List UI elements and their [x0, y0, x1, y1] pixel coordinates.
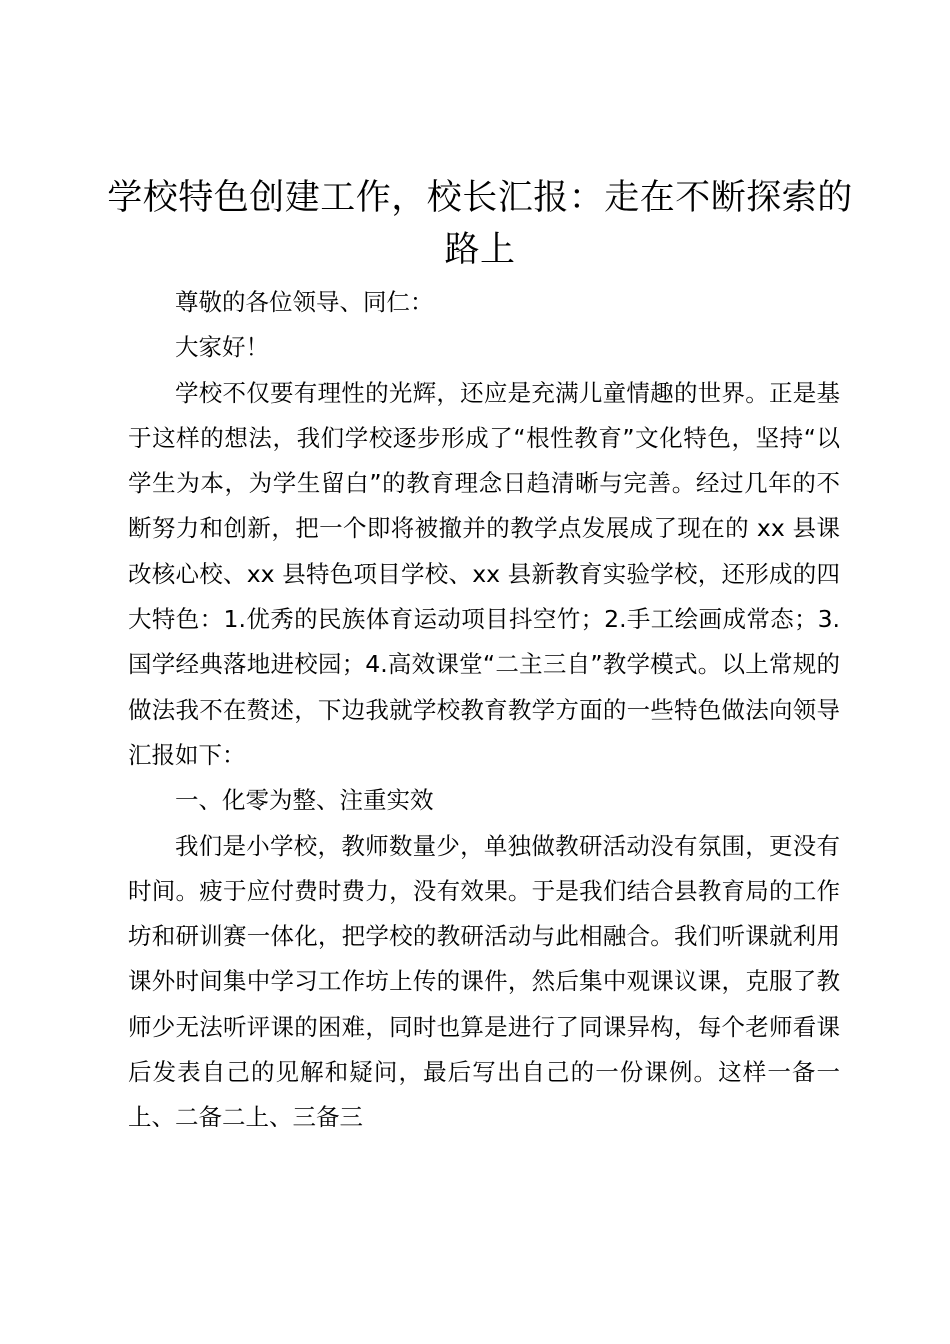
salutation: 尊敬的各位领导、同仁： [175, 288, 434, 316]
intro-paragraph: 学校不仅要有理性的光辉，还应是充满儿童情趣的世界。正是基于这样的想法，我们学校逐步形成了“根性教育”文化特色，坚持“以学生为本，为学生留白”的教育理念日趋清晰与完善。经过几年的不断努力和创新，把一个即将被撤并的教学点发展成了现在的 xx 县课改核心校、xx 县特色项目学校、xx 县新教育实验学校，还形成的四大特色：1.优秀的民族体育运动项目抖空竹；2.手工绘画成常态；3.国学经典落地进校园；4.高效课堂“二主三自”教学模式。以上常规的做法我不在赘述，下边我就学校教育教学方面的一些特色做法向领导汇报如下： [128, 378, 840, 769]
section-heading: 一、化零为整、注重实效 [175, 786, 434, 815]
greeting: 大家好！ [175, 333, 269, 362]
document-body [128, 280, 840, 1141]
section-paragraph: 我们是小学校，教师数量少，单独做教研活动没有氛围，更没有时间。疲于应付费时费力，没有效果。于是我们结合县教育局的工作坊和研训赛一体化，把学校的教研活动与此相融合。我们听课就利用课外时间集中学习工作坊上传的课件，然后集中观课议课，克服了教师少无法听评课的困难，同时也算是进行了同课异构，每个老师看课后发表自己的见解和疑问，最后写出自己的一份课例。这样一备一上、二备二上、三备三 [128, 831, 840, 1132]
document-title: 学校特色创建工作，校长汇报：走在不断探索的路上 [107, 178, 853, 270]
